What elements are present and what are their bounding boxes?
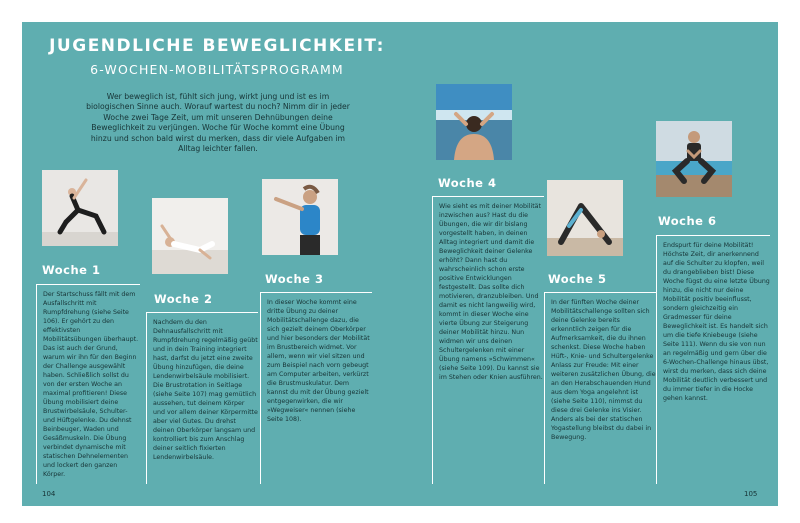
week-2-title: Woche 2 xyxy=(154,292,213,306)
week-2-photo xyxy=(152,198,228,274)
intro-text: Wer beweglich ist, fühlt sich jung, wirkt jung und ist es im biologischen Sinne auch. Worauf wartest du noch? Nimm dir in jeder Woche zwei Tage Zeit, um mit unseren Dehnübungen deine Beweglichkeit zu verjüngen. Woche für Woche kommt eine Übung hinzu und schon bald wirst du merken, dass dir viele Aufgaben im Alltag leichter fallen. xyxy=(86,92,350,154)
page-number-right: 105 xyxy=(744,490,758,498)
week-3-text: In dieser Woche kommt eine dritte Übung zu deiner Mobilitätschallenge dazu, die sich gezielt deinem Oberkörper und hier besonders der Mobilität im Brustbereich widmet. Vor allem, wenn wir viel sitzen und zum Beispiel nach vorn gebeugt am Computer arbeiten, verkürzt die Brustmuskulatur. Dem kannst du mit der Übung gezielt entgegenwirken, die wir »Wegweiser« nennen (siehe Seite 108). xyxy=(260,292,372,484)
week-6-photo xyxy=(656,121,732,197)
week-5-title: Woche 5 xyxy=(548,272,607,286)
page-number-left: 104 xyxy=(42,490,56,498)
spread xyxy=(22,22,778,506)
week-3-title: Woche 3 xyxy=(265,272,324,286)
week-4-photo xyxy=(436,84,512,160)
week-5-text: In der fünften Woche deiner Mobilitätschallenge sollten sich deine Gelenke bereits erkenntlich zeigen für die Aufmerksamkeit, die du ihnen schenkst. Diese Woche haben Hüft-, Knie- und Schultergelenke Anlass zur Freude: Mit einer weiteren zusätzlichen Übung, die an den Herabschauenden Hund aus dem Yoga angelehnt ist (siehe Seite 110), nimmst du diese drei Gelenke ins Visier. Anders als bei der statischen Yogastellung bleibst du dabei in Bewegung. xyxy=(544,292,656,484)
week-4-title: Woche 4 xyxy=(438,176,497,190)
page-title: JUGENDLICHE BEWEGLICHKEIT: xyxy=(49,36,385,56)
week-3-photo xyxy=(262,179,338,255)
week-2-text: Nachdem du den Dehnausfallschritt mit Rumpfdrehung regelmäßig geübt und in dein Training integriert hast, darfst du jetzt eine zweite Übung hinzufügen, die deine Lendenwirbelsäule mobilisiert. Die Brustrotation in Seitlage (siehe Seite 107) mag gemütlich aussehen, tut deinem Körper und vor allem deiner Körpermitte aber viel Gutes. Du drehst deinen Oberkörper langsam und kontrolliert bis zum Anschlag deiner seitlich fixierten Lendenwirbelsäule. xyxy=(146,312,258,484)
week-1-title: Woche 1 xyxy=(42,263,101,277)
week-1-photo xyxy=(42,170,118,246)
week-1-text: Der Startschuss fällt mit dem Ausfallschritt mit Rumpfdrehung (siehe Seite 106). Er gehört zu den effektivsten Mobilitätsübungen überhaupt. Das ist auch der Grund, warum wir ihn für den Beginn der Challenge ausgewählt haben. Schließlich sollst du von der ersten Woche an maximal profitieren! Diese Übung mobilisiert deine Brustwirbelsäule, Schulter- und Hüftgelenke. Du dehnst Beinbeuger, Waden und Gesäßmuskeln. Die Übung verbindet dynamische mit statischen Dehnelementen und lockert den ganzen Körper. xyxy=(36,284,140,484)
week-6-text: Endspurt für deine Mobilität! Höchste Zeit, dir anerkennend auf die Schulter zu klopfen, weil du drangeblieben bist! Diese Woche fügst du eine letzte Übung hinzu, die nicht nur deine Mobilität positiv beeinflusst, sondern gleichzeitig ein Gradmesser für deine Beweglichkeit ist. Es handelt sich um die tiefe Kniebeuge (siehe Seite 111). Wenn du sie von nun an regelmäßig und gern über die 6-Wochen-Challenge hinaus übst, wirst du merken, dass sich deine Mobilität deutlich verbessert und du immer tiefer in die Hocke gehen kannst. xyxy=(656,235,770,484)
week-4-text: Wie sieht es mit deiner Mobilität inzwischen aus? Hast du die Übungen, die wir dir bislang vorgestellt haben, in deinen Alltag integriert und damit die Beweglichkeit deiner Gelenke erhöht? Dann hast du wahrscheinlich schon erste positive Entwicklungen festgestellt. Das sollte dich motivieren, dranzubleiben. Und damit es nicht langweilig wird, kommt in dieser Woche eine vierte Übung zur Steigerung deiner Mobilität hinzu. Nun widmen wir uns deinen Schultergelenken mit einer Übung namens »Schwimmen« (siehe Seite 109). Du kannst sie im Stehen oder Knien ausführen. xyxy=(432,196,544,484)
week-6-title: Woche 6 xyxy=(658,214,717,228)
week-5-photo xyxy=(547,180,623,256)
page-subtitle: 6-WOCHEN-MOBILITÄTSPROGRAMM xyxy=(90,62,344,77)
